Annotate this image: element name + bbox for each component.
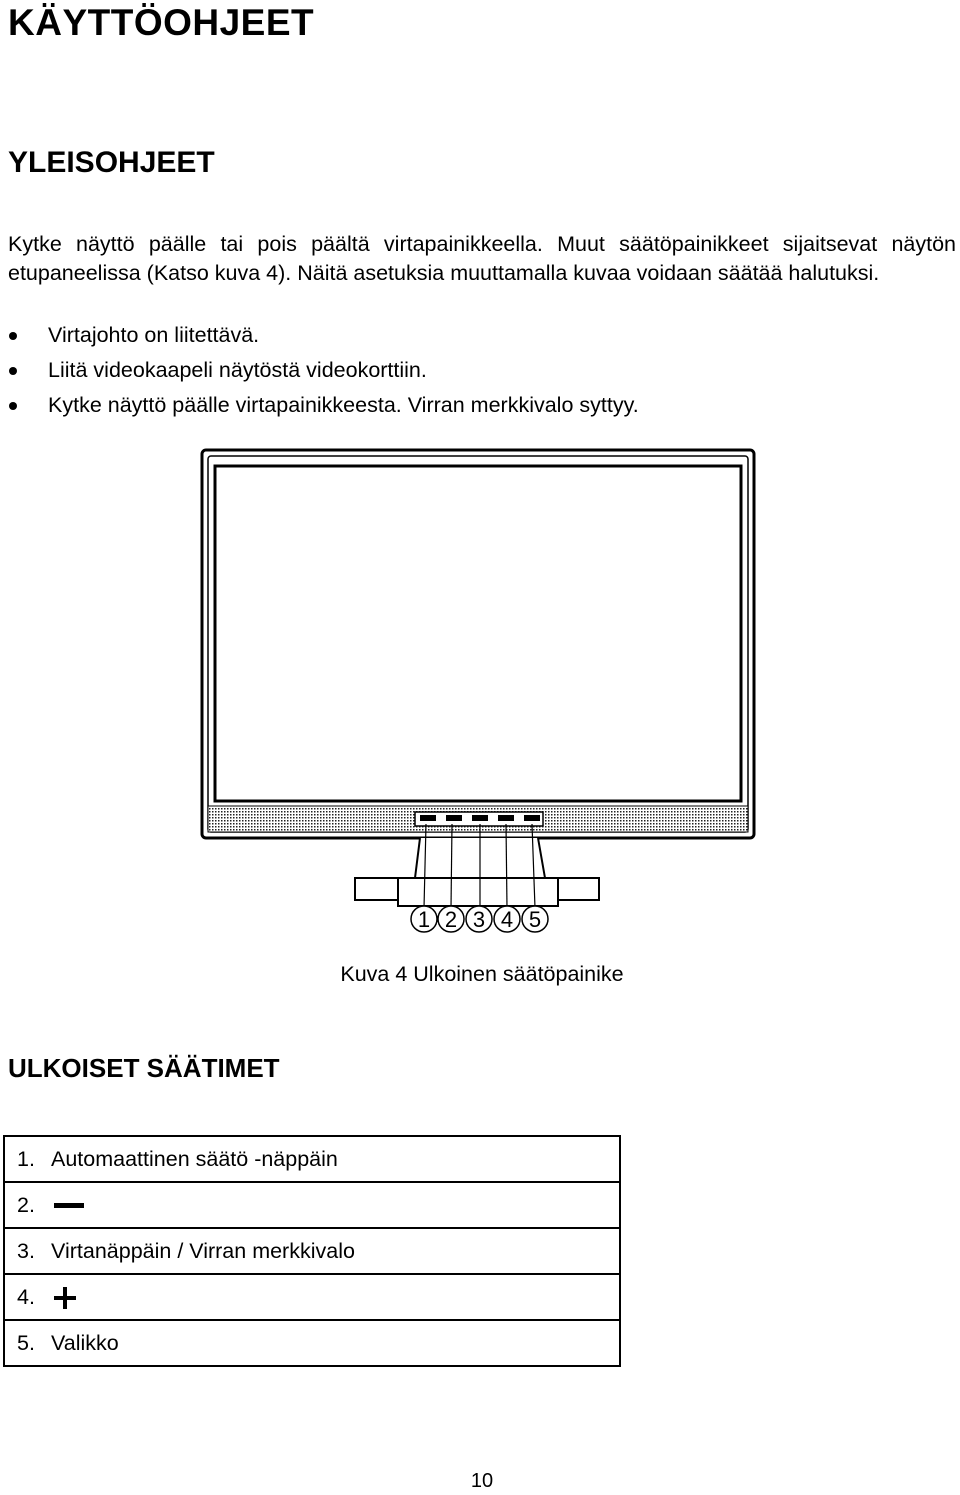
row-number: 3. xyxy=(4,1228,47,1274)
row-number: 4. xyxy=(4,1274,47,1320)
bullet-icon xyxy=(9,402,17,410)
list-item-text: Kytke näyttö päälle virtapainikkeesta. Virran merkkivalo syttyy. xyxy=(48,393,639,417)
section-heading-general: YLEISOHJEET xyxy=(8,146,215,179)
row-number: 5. xyxy=(4,1320,47,1366)
intro-paragraph: Kytke näyttö päälle tai pois päältä virtapainikkeella. Muut säätöpainikkeet sijaitsevat näytön etupaneelissa (Katso kuva 4). Näitä asetuksia muuttamalla kuvaa voidaan säätää halutuksi. xyxy=(8,232,956,285)
table-row xyxy=(4,1320,620,1366)
button-1-icon xyxy=(420,815,436,821)
minus-icon xyxy=(54,1203,84,1208)
button-2-icon xyxy=(446,815,462,821)
list-item xyxy=(0,388,956,423)
row-label: Automaattinen säätö -näppäin xyxy=(47,1136,620,1182)
row-number: 1. xyxy=(4,1136,47,1182)
plus-icon xyxy=(54,1287,76,1309)
bullet-icon xyxy=(9,367,17,375)
instruction-list xyxy=(0,318,956,423)
table-row xyxy=(4,1182,620,1228)
row-label xyxy=(47,1182,620,1228)
page-title: KÄYTTÖOHJEET xyxy=(8,2,315,43)
row-label xyxy=(47,1274,620,1320)
list-item xyxy=(0,318,956,353)
list-item xyxy=(0,353,956,388)
controls-table xyxy=(3,1135,621,1367)
row-label: Virtanäppäin / Virran merkkivalo xyxy=(47,1228,620,1274)
button-4-icon xyxy=(498,815,514,821)
table-row xyxy=(4,1228,620,1274)
table-row xyxy=(4,1274,620,1320)
row-label: Valikko xyxy=(47,1320,620,1366)
figure-caption: Kuva 4 Ulkoinen säätöpainike xyxy=(340,962,624,986)
callout-5-label: 5 xyxy=(528,907,542,932)
callout-4-label: 4 xyxy=(500,907,514,932)
section-heading-controls: ULKOISET SÄÄTIMET xyxy=(8,1053,280,1083)
monitor-screen xyxy=(215,466,741,801)
button-3-icon xyxy=(472,815,488,821)
callout-2-label: 2 xyxy=(444,907,458,932)
row-number: 2. xyxy=(4,1182,47,1228)
button-5-icon xyxy=(524,815,540,821)
page-number: 10 xyxy=(470,1470,494,1492)
callout-3-label: 3 xyxy=(472,907,486,932)
list-item-text: Liitä videokaapeli näytöstä videokorttiin. xyxy=(48,358,427,382)
monitor-figure xyxy=(200,448,760,943)
table-row xyxy=(4,1136,620,1182)
bullet-icon xyxy=(9,332,17,340)
list-item-text: Virtajohto on liitettävä. xyxy=(48,323,260,347)
monitor-illustration xyxy=(200,448,760,938)
callout-1-label: 1 xyxy=(417,907,431,932)
